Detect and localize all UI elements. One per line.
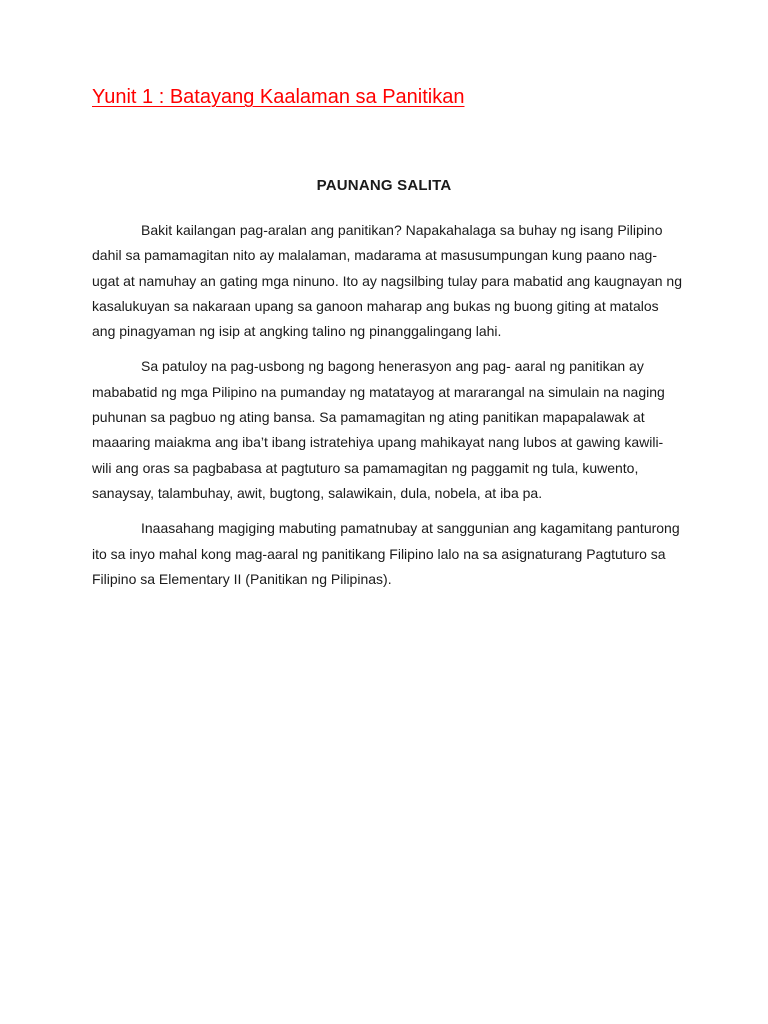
- paragraph-3: Inaasahang magiging mabuting pamatnubay at sanggunian ang kagamitang panturong ito sa inyo mahal kong mag-aaral ng panitikang Filipino lalo na sa asignaturang Pagtuturo sa Filipino sa Elementary II (Panitikan ng Pilipinas).: [92, 520, 680, 587]
- section-heading: PAUNANG SALITA: [316, 177, 452, 194]
- unit-title: Yunit 1 : Batayang Kaalaman sa Panitikan: [92, 86, 465, 108]
- paragraph-2: Sa patuloy na pag-usbong ng bagong henerasyon ang pag- aaral ng panitikan ay mababatid ng mga Pilipino na pumanday ng matatayog at mararangal na simulain na naging puhunan sa pagbuo ng ating bansa. Sa pamamagitan ng ating panitikan mapapalawak at maaaring maiakma ang iba’t ibang istratehiya upang mahikayat nang lubos at gawing kawili- wili ang oras sa pagbabasa at pagtuturo sa pamamagitan ng paggamit ng tula, kuwento, sanaysay, talambuhay, awit, bugtong, salawikain, dula, nobela, at iba pa.: [92, 358, 665, 501]
- paragraph-1: Bakit kailangan pag-aralan ang panitikan? Napakahalaga sa buhay ng isang Pilipino dahil sa pamamagitan nito ay malalaman, madarama at masusumpungan kung paano nag-ugat at namuhay an gating mga ninuno. Ito ay nagsilbing tulay para mabatid ang kaugnayan ng kasalukuyan sa nakaraan upang sa ganoon maharap ang bukas ng buong giting at matalos ang pinagyaman ng isip at angking talino ng pinanggalingang lahi.: [92, 222, 682, 340]
- body-text: [92, 218, 682, 602]
